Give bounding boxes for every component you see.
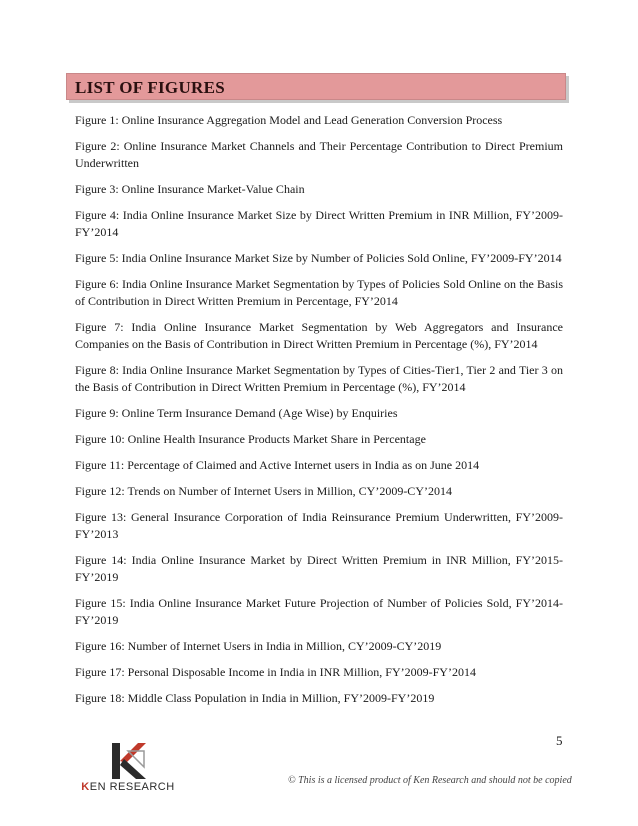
figure-list — [75, 112, 563, 716]
logo-text — [73, 781, 183, 793]
list-item: Figure 15: India Online Insurance Market Future Projection of Number of Policies Sold, FY’2014-FY’2019 — [75, 596, 563, 627]
list-item: Figure 9: Online Term Insurance Demand (Age Wise) by Enquiries — [75, 406, 398, 420]
ken-research-logo-icon — [108, 741, 148, 781]
list-item: Figure 18: Middle Class Population in India in Million, FY’2009-FY’2019 — [75, 691, 435, 705]
logo-k-letter: K — [81, 781, 90, 793]
list-item: Figure 6: India Online Insurance Market Segmentation by Types of Policies Sold Online on the Basis of Contribution in Direct Written Premium in Percentage, FY’2014 — [75, 277, 563, 308]
section-header-bar — [66, 73, 566, 100]
list-item: Figure 13: General Insurance Corporation of India Reinsurance Premium Underwritten, FY’2009-FY’2013 — [75, 510, 563, 541]
logo-text-rest: EN RESEARCH — [89, 781, 175, 793]
list-item: Figure 1: Online Insurance Aggregation Model and Lead Generation Conversion Process — [75, 113, 503, 127]
list-item: Figure 3: Online Insurance Market-Value Chain — [75, 182, 305, 196]
list-item: Figure 7: India Online Insurance Market Segmentation by Web Aggregators and Insurance Companies on the Basis of Contribution in Direct Written Premium in Percentage (%), FY’2014 — [75, 320, 563, 351]
list-item: Figure 2: Online Insurance Market Channels and Their Percentage Contribution to Direct Premium Underwritten — [75, 139, 563, 170]
list-item: Figure 16: Number of Internet Users in India in Million, CY’2009-CY’2019 — [75, 639, 442, 653]
list-item: Figure 14: India Online Insurance Market by Direct Written Premium in INR Million, FY’2015-FY’2019 — [75, 553, 563, 584]
list-item: Figure 8: India Online Insurance Market Segmentation by Types of Cities-Tier1, Tier 2 and Tier 3 on the Basis of Contribution in Direct Written Premium in Percentage (%), FY’2014 — [75, 363, 563, 394]
page-number: 5 — [556, 733, 563, 748]
ken-research-logo — [73, 741, 183, 799]
list-item: Figure 17: Personal Disposable Income in India in INR Million, FY’2009-FY’2014 — [75, 665, 476, 679]
license-notice: © This is a licensed product of Ken Research and should not be copied — [288, 775, 572, 786]
section-title: LIST OF FIGURES — [75, 78, 225, 97]
list-item: Figure 10: Online Health Insurance Products Market Share in Percentage — [75, 432, 426, 446]
list-item: Figure 12: Trends on Number of Internet Users in Million, CY’2009-CY’2014 — [75, 484, 452, 498]
list-item: Figure 4: India Online Insurance Market Size by Direct Written Premium in INR Million, FY’2009-FY’2014 — [75, 208, 563, 239]
list-item: Figure 5: India Online Insurance Market Size by Number of Policies Sold Online, FY’2009-FY’2014 — [75, 251, 562, 265]
list-item: Figure 11: Percentage of Claimed and Active Internet users in India as on June 2014 — [75, 458, 480, 472]
